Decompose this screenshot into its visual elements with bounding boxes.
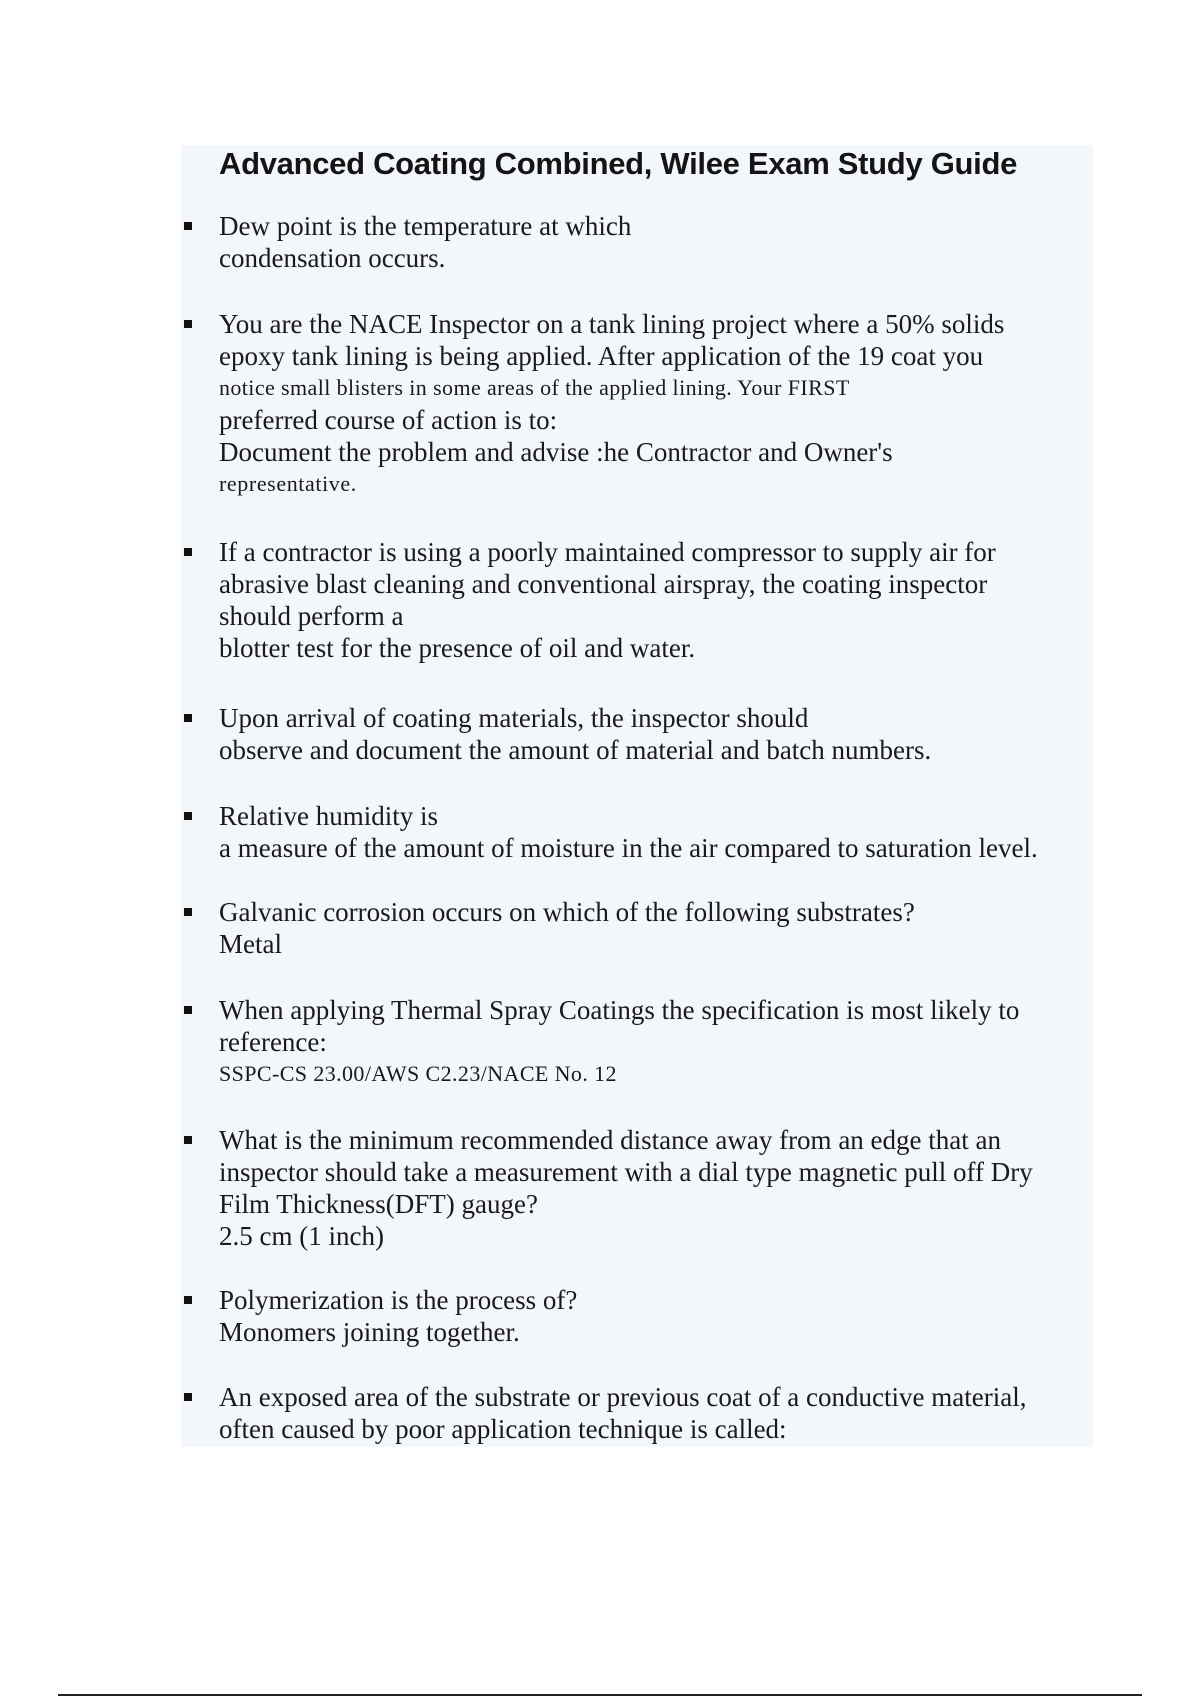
bullet-icon (184, 222, 192, 230)
list-item (181, 800, 1081, 864)
question-text: preferred course of action is to: (219, 405, 558, 435)
list-item (181, 536, 1081, 664)
list-item (181, 210, 1081, 274)
question-text: An exposed area of the substrate or previous coat of a conductive material, often caused by poor application technique is called: (219, 1382, 1027, 1444)
list-item (181, 702, 1081, 766)
bullet-icon (184, 812, 192, 820)
answer-text: blotter test for the presence of oil and water. (219, 633, 696, 663)
page-title: Advanced Coating Combined, Wilee Exam Study Guide (219, 146, 1018, 181)
question-text: notice small blisters in some areas of the applied lining. Your FIRST (219, 375, 850, 400)
list-item (181, 994, 1081, 1090)
question-text: epoxy tank lining is being applied. After application of the 19 coat you (219, 341, 984, 371)
page-divider (58, 1694, 1142, 1696)
question-text: Relative humidity is (219, 801, 438, 831)
question-text: Galvanic corrosion occurs on which of the following substrates? (219, 897, 915, 927)
answer-text: Metal (219, 929, 282, 959)
answer-text: representative. (219, 471, 357, 496)
question-text: When applying Thermal Spray Coatings the specification is most likely to reference: (219, 995, 1020, 1057)
bullet-icon (184, 548, 192, 556)
list-item (181, 1284, 1081, 1348)
answer-text: Monomers joining together. (219, 1317, 520, 1347)
answer-text: observe and document the amount of material and batch numbers. (219, 735, 932, 765)
bullet-icon (184, 1136, 192, 1144)
bullet-icon (184, 908, 192, 916)
bullet-icon (184, 1393, 192, 1401)
panel-margin (143, 145, 181, 1447)
answer-text: SSPC-CS 23.00/AWS C2.23/NACE No. 12 (219, 1061, 617, 1086)
list-item (181, 1381, 1081, 1445)
list-item (181, 308, 1081, 500)
question-text: Upon arrival of coating materials, the inspector should (219, 703, 809, 733)
list-item (181, 1124, 1081, 1252)
answer-text: 2.5 cm (1 inch) (219, 1221, 384, 1251)
answer-text: a measure of the amount of moisture in the air compared to saturation level. (219, 833, 1038, 863)
bullet-icon (184, 1296, 192, 1304)
question-text: If a contractor is using a poorly maintained compressor to supply air for abrasive blast cleaning and conventional airspray, the coating inspector should perform a (219, 537, 996, 631)
answer-text: Document the problem and advise :he Contractor and Owner's (219, 437, 893, 467)
question-text: What is the minimum recommended distance away from an edge that an inspector should take a measurement with a dial type magnetic pull off Dry Film Thickness(DFT) gauge? (219, 1125, 1033, 1219)
bullet-icon (184, 320, 192, 328)
bullet-icon (184, 714, 192, 722)
answer-text: condensation occurs. (219, 243, 446, 273)
list-item (181, 896, 1081, 960)
question-text: Polymerization is the process of? (219, 1285, 578, 1315)
question-text: Dew point is the temperature at which (219, 211, 632, 241)
bullet-icon (184, 1006, 192, 1014)
question-text: You are the NACE Inspector on a tank lining project where a 50% solids (219, 309, 1005, 339)
